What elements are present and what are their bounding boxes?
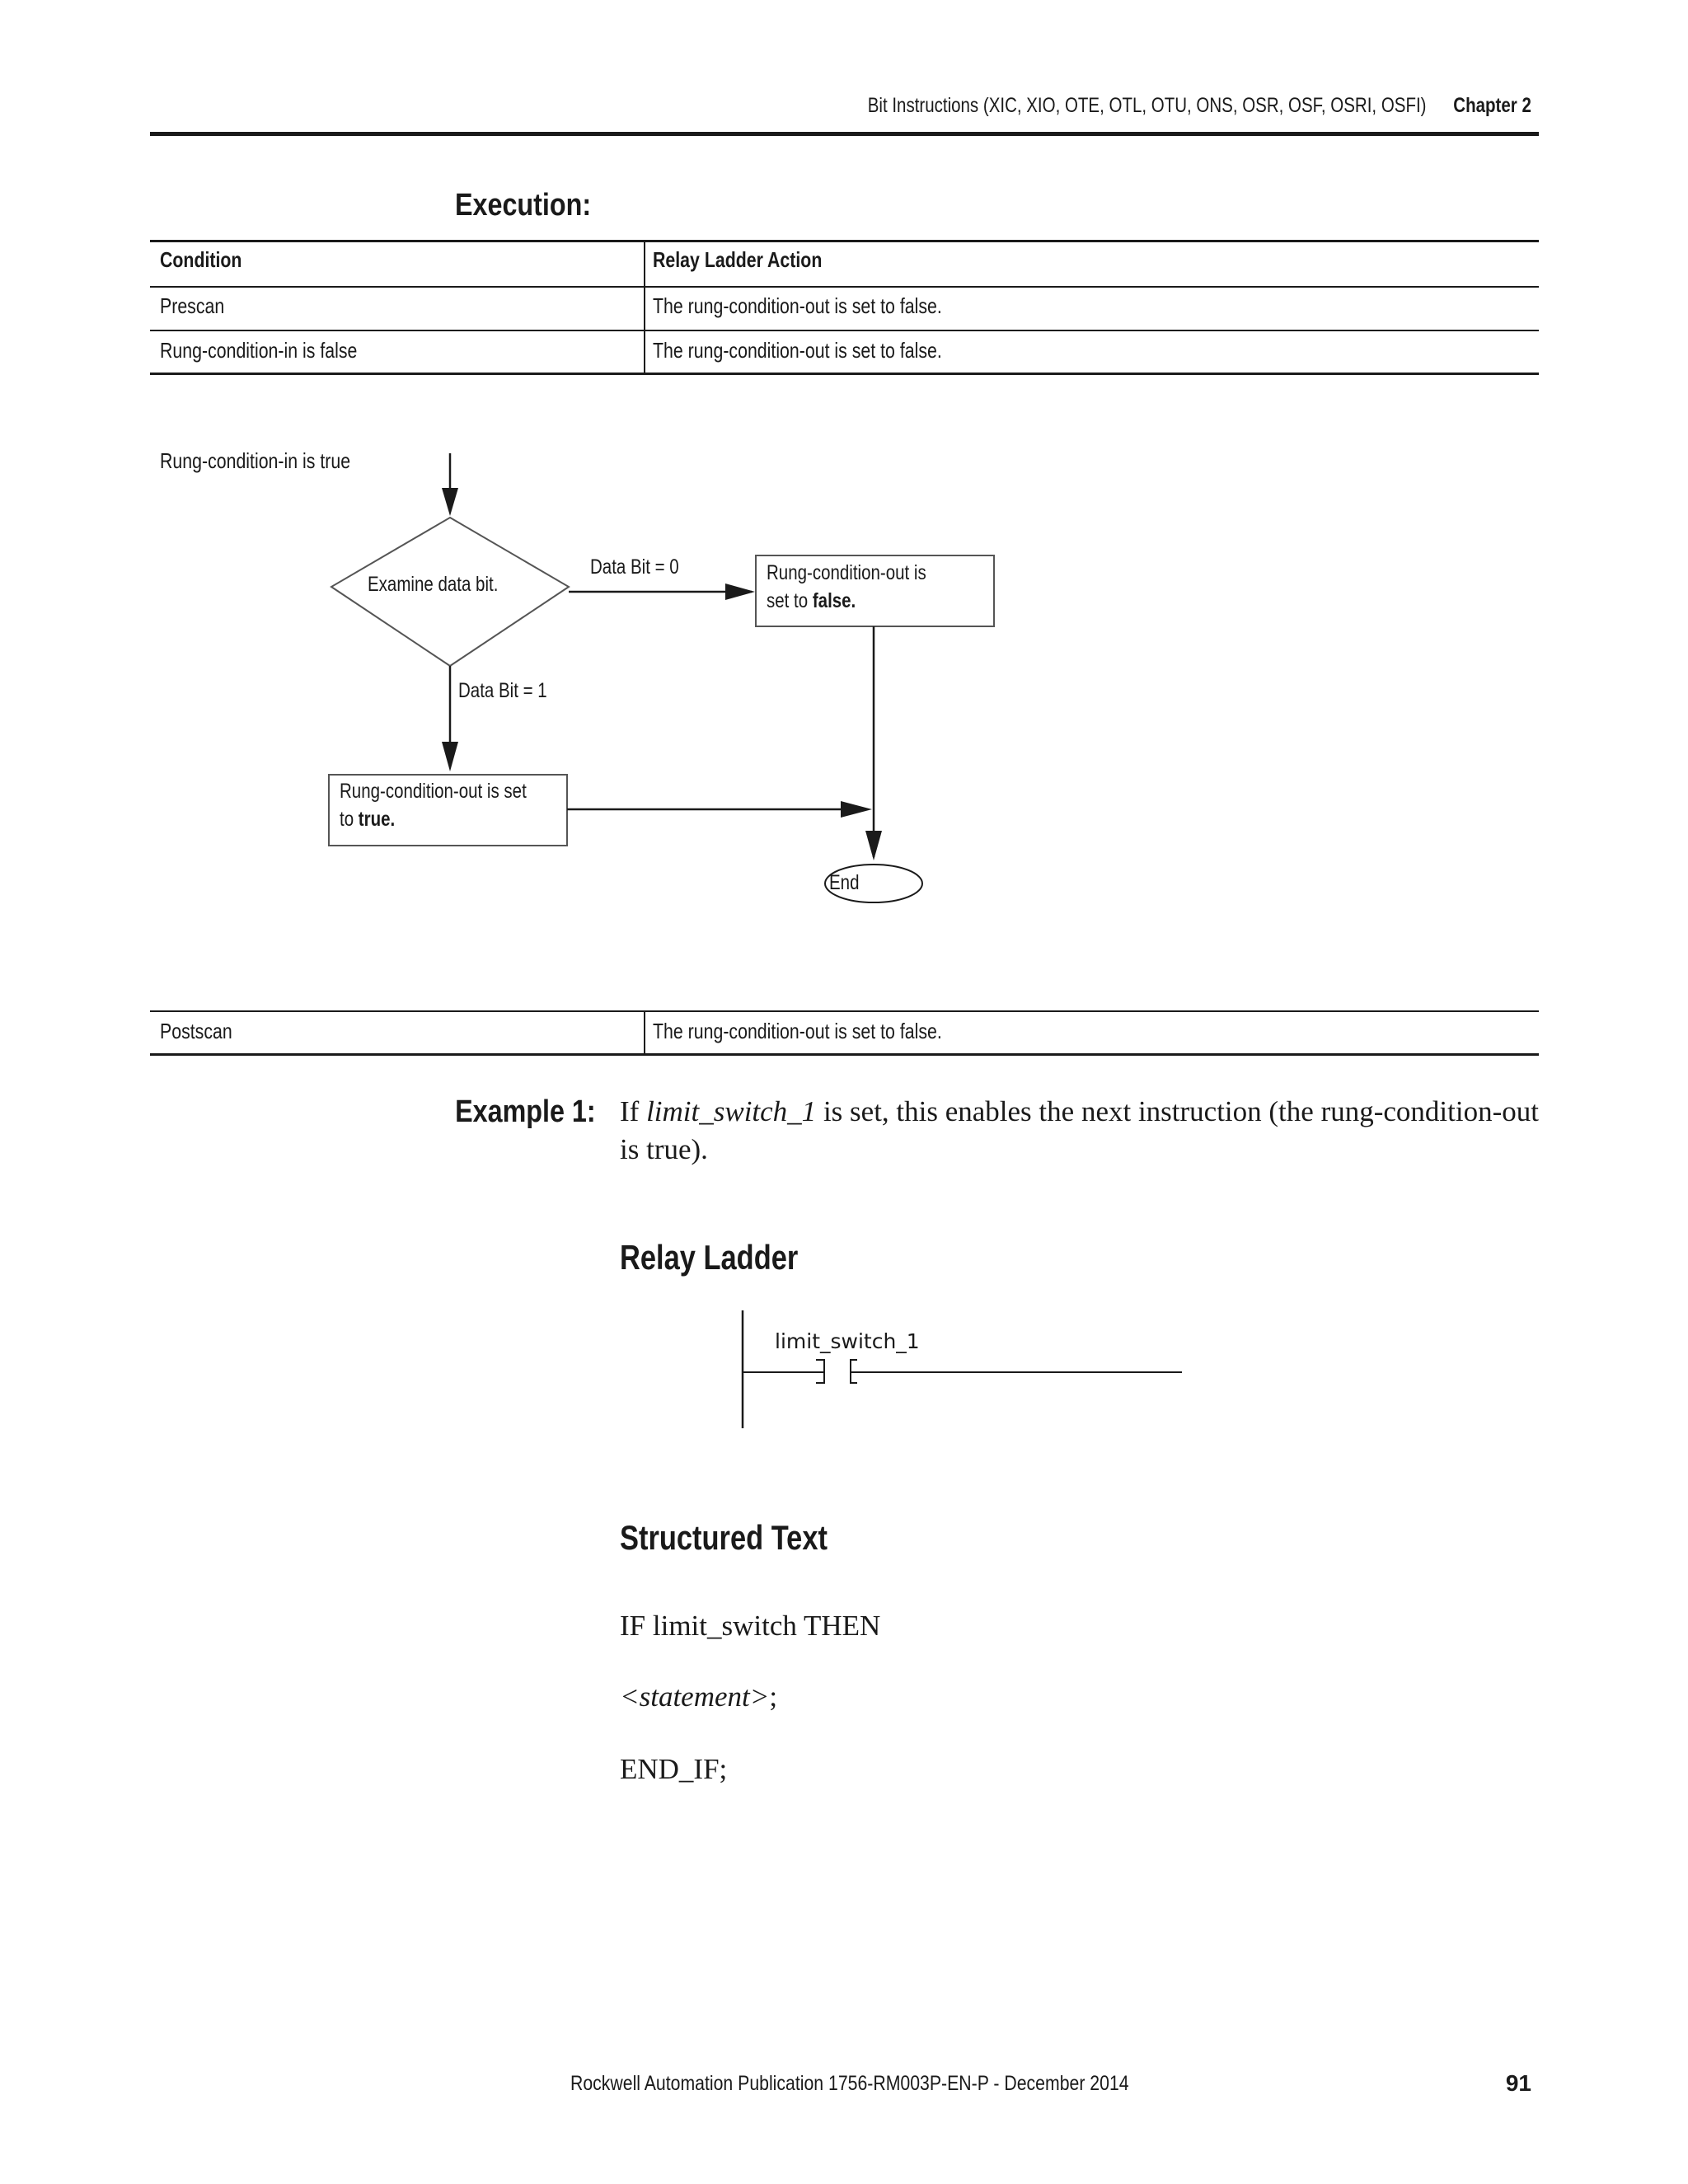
true-box-line1: Rung-condition-out is set (340, 780, 527, 803)
end-label: End (829, 871, 860, 894)
relay-ladder-heading: Relay Ladder (620, 1238, 799, 1277)
postscan-action: The rung-condition-out is set to false. (653, 1019, 942, 1043)
table-row-condition: Rung-condition-in is false (160, 338, 358, 363)
st-line-if: IF limit_switch THEN (620, 1610, 881, 1642)
column-header-action: Relay Ladder Action (653, 247, 823, 272)
example-tag: limit_switch_1 (646, 1095, 817, 1127)
decision-label: Examine data bit. (368, 573, 499, 596)
branch-one-label: Data Bit = 1 (458, 679, 547, 702)
true-box-bold: true. (358, 808, 396, 831)
column-header-condition: Condition (160, 247, 242, 272)
st-line-end-if: END_IF; (620, 1753, 728, 1785)
true-box-prefix: to (340, 808, 359, 831)
st-statement-terminator: ; (769, 1680, 778, 1713)
branch-zero-label: Data Bit = 0 (590, 555, 679, 579)
false-box-prefix: set to (767, 589, 813, 612)
flow-row-condition: Rung-condition-in is true (160, 448, 351, 473)
page-number: 91 (1505, 2070, 1531, 2096)
false-box-line1: Rung-condition-out is (767, 561, 926, 584)
table-row-action: The rung-condition-out is set to false. (653, 338, 942, 363)
example-text-prefix: If (620, 1095, 647, 1127)
st-line-statement (620, 1678, 777, 1716)
execution-label: Execution: (455, 188, 592, 223)
structured-text-heading: Structured Text (620, 1518, 828, 1557)
false-box-bold: false. (812, 589, 856, 612)
chapter-label: Chapter 2 (1453, 94, 1531, 117)
table-row-action: The rung-condition-out is set to false. (653, 293, 942, 318)
table-row-condition: Prescan (160, 293, 225, 318)
contact-tag-label: limit_switch_1 (775, 1329, 920, 1353)
footer-publication: Rockwell Automation Publication 1756-RM003P-EN-P - December 2014 (570, 2072, 1129, 2095)
example-text-suffix: is set, this enables the next instruction (the rung-condition-out is true). (620, 1095, 1539, 1165)
st-statement-placeholder: <statement> (620, 1680, 770, 1713)
header-title: Bit Instructions (XIC, XIO, OTE, OTL, OTU, ONS, OSR, OSF, OSRI, OSFI) (867, 94, 1427, 117)
example-label: Example 1: (455, 1094, 596, 1129)
postscan-condition: Postscan (160, 1019, 232, 1043)
